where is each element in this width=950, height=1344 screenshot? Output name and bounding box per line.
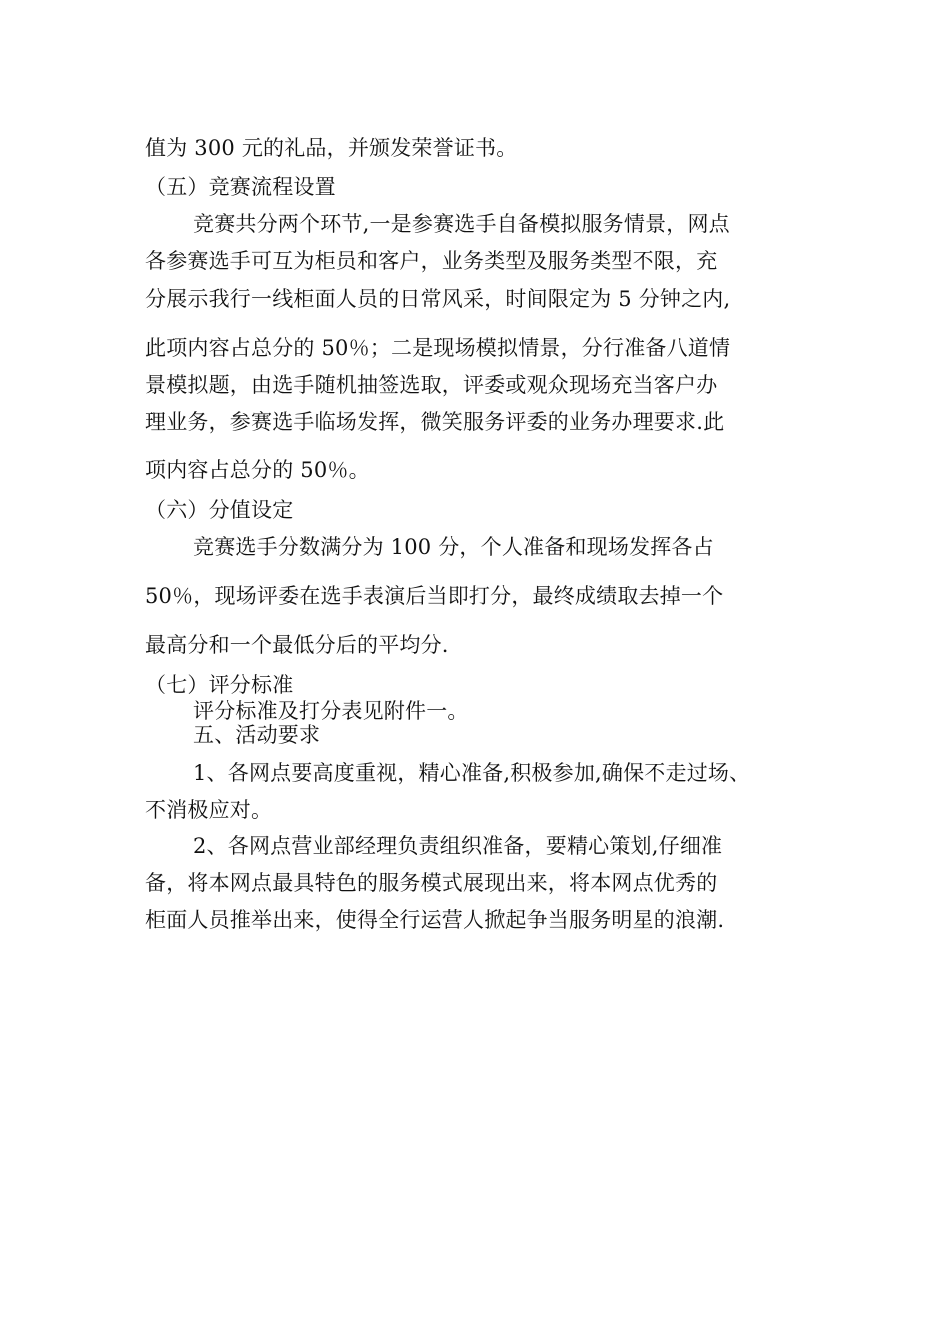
section-heading-five: （五）竞赛流程设置 — [145, 175, 336, 199]
section-heading-activity-requirements: 五、活动要求 — [193, 723, 321, 747]
section-heading-seven: （七）评分标准 — [145, 673, 294, 697]
paragraph-line: 竞赛共分两个环节,一是参赛选手自备模拟服务情景，网点 — [193, 212, 730, 236]
paragraph-line: 柜面人员推举出来，使得全行运营人掀起争当服务明星的浪潮. — [145, 908, 725, 932]
paragraph-line: 值为 300 元的礼品，并颁发荣誉证书。 — [145, 136, 518, 160]
paragraph-line: 此项内容占总分的 50％；二是现场模拟情景，分行准备八道情 — [145, 336, 731, 360]
section-heading-six: （六）分值设定 — [145, 498, 294, 522]
paragraph-line: 分展示我行一线柜面人员的日常风采，时间限定为 5 分钟之内, — [145, 287, 731, 311]
paragraph-line: 项内容占总分的 50％。 — [145, 458, 370, 482]
paragraph-line: 评分标准及打分表见附件一。 — [193, 699, 469, 723]
paragraph-line: 备，将本网点最具特色的服务模式展现出来，将本网点优秀的 — [145, 871, 718, 895]
paragraph-line: 理业务，参赛选手临场发挥，微笑服务评委的业务办理要求.此 — [145, 410, 725, 434]
paragraph-line: 景模拟题，由选手随机抽签选取，评委或观众现场充当客户办 — [145, 373, 718, 397]
paragraph-line: 2、各网点营业部经理负责组织准备，要精心策划,仔细准 — [193, 834, 723, 858]
paragraph-line: 竞赛选手分数满分为 100 分，个人准备和现场发挥各占 — [193, 535, 714, 559]
paragraph-line: 各参赛选手可互为柜员和客户，业务类型及服务类型不限，充 — [145, 249, 718, 273]
paragraph-line: 最高分和一个最低分后的平均分. — [145, 633, 449, 657]
paragraph-line: 50％，现场评委在选手表演后当即打分，最终成绩取去掉一个 — [145, 584, 724, 608]
paragraph-line: 1、各网点要高度重视，精心准备,积极参加,确保不走过场、 — [193, 761, 751, 785]
paragraph-line: 不消极应对。 — [145, 798, 273, 822]
